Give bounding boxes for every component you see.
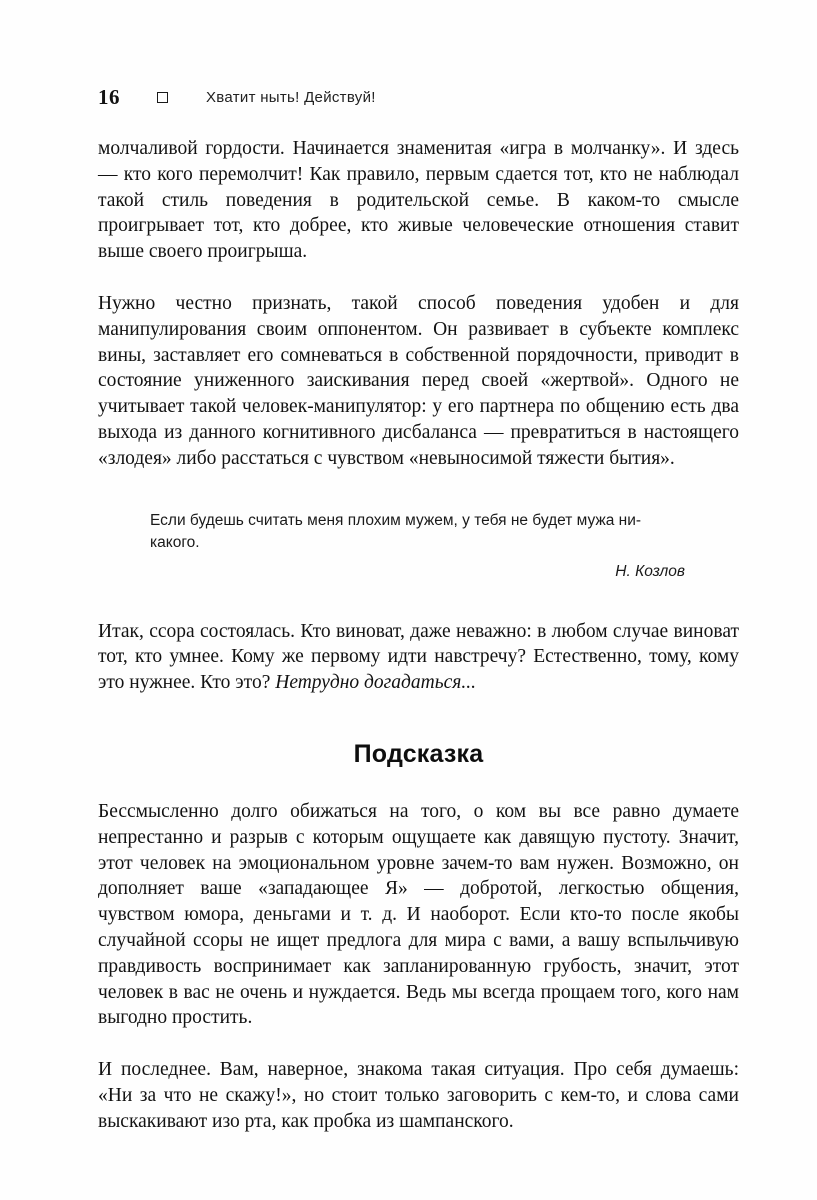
paragraph: Бессмысленно долго обижаться на того, о ком вы все равно думаете непрестанно и разрыв с которым ощущаете как давящую пустоту. Значит, этот человек на эмоциональном уровне зачем-то вам нужен. Возможно, он дополняет ваше «западающее Я» — добротой, легкостью общения, чувством юмора, деньгами и т. д. И наоборот. Если кто-то после якобы случайной ссоры не ищет предлога для мира с вами, а вашу вспыльчивую правдивость воспринимает как запланированную грубость, значит, этот человек в вас не очень и нуждается. Ведь мы всегда прощаем того, кого нам выгодно простить. — [98, 800, 739, 1029]
paragraph: Нужно честно признать, такой способ поведения удобен и для манипулирования своим оппонентом. Он развивает в субъекте комплекс вины, заставляет его сомневаться в собственной порядочности, приводит в состояние униженного заискивания перед своей «жертвой». Одного не учитывает такой человек-манипулятор: у его партнера по общению есть два выхода из данного когнитивного дисбаланса — превратиться в настоящего «злодея» либо расстаться с чувством «невыносимой тяжести бытия». — [98, 292, 739, 469]
paragraph — [98, 619, 739, 696]
quote-attribution: Н. Козлов — [615, 562, 685, 580]
page-body — [98, 136, 739, 1135]
running-title: Хватит ныть! Действуй! — [206, 88, 376, 106]
paragraph: И последнее. Вам, наверное, знакома такая ситуация. Про себя думаешь: «Ни за что не скажу!», но стоит только заговорить с кем-то, и слова сами выскакивают изо рта, как пробка из шампанского. — [98, 1059, 739, 1132]
quote-text: Если будешь считать меня плохим мужем, у тебя не будет мужа никакого. — [150, 511, 642, 551]
square-bullet-icon — [157, 92, 168, 103]
paragraph-italic-text: Нетрудно догадаться... — [275, 672, 476, 694]
page-header — [98, 86, 739, 108]
paragraph-text: Итак, ссора состоялась. Кто виноват, даже неважно: в любом случае виноват тот, кто умнее. Кому же первому идти навстречу? Естественно, тому, кому это нужнее. Кто это? — [98, 620, 739, 694]
quote-block — [150, 510, 685, 581]
section-heading: Подсказка — [353, 739, 484, 768]
page-number: 16 — [98, 84, 120, 109]
paragraph: молчаливой гордости. Начинается знаменитая «игра в молчанку». И здесь — кто кого перемолчит! Как правило, первым сдается тот, кто не наблюдал такой стиль поведения в родительской семье. В каком-то смысле проигрывает тот, кто добрее, кто живые человеческие отношения ставит выше своего проигрыша. — [98, 138, 739, 263]
